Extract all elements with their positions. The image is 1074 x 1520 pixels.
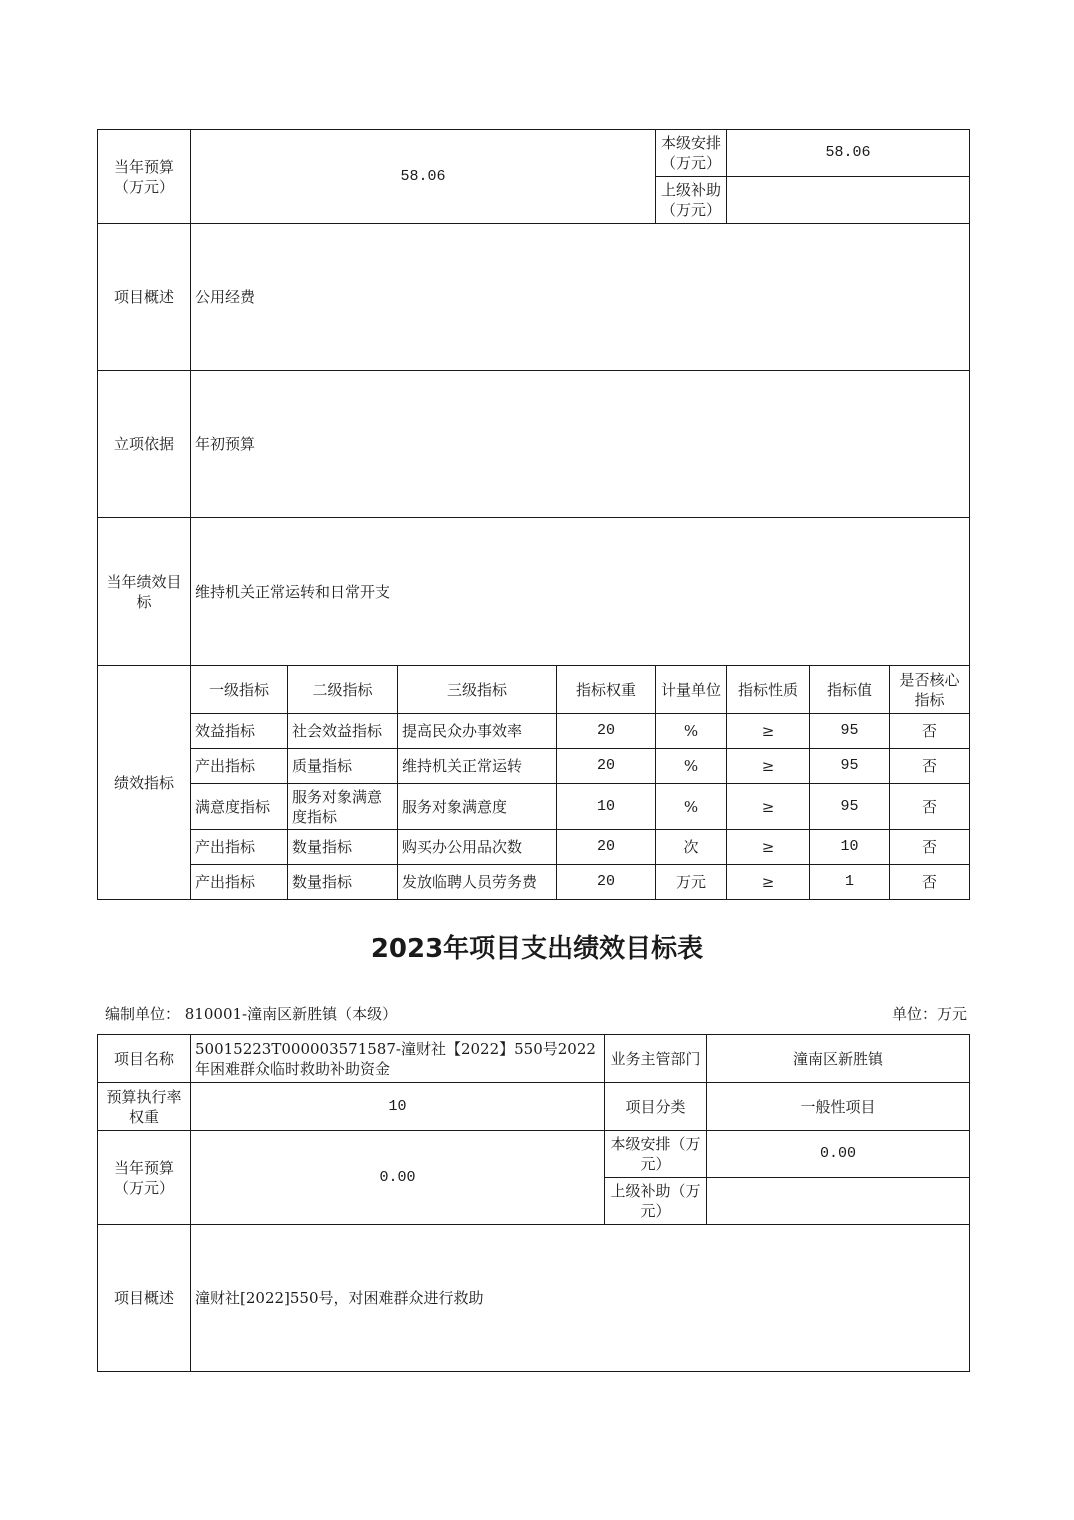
indicator-row [98, 830, 970, 865]
cell: 10 [557, 784, 656, 830]
cell: ≥ [727, 830, 810, 865]
cell: 万元 [656, 865, 727, 900]
goal-label: 当年绩效目标 [98, 518, 191, 666]
indicator-header-row [98, 666, 970, 714]
cell: 20 [557, 830, 656, 865]
execution-rate-value: 10 [191, 1083, 605, 1131]
indicator-row [98, 865, 970, 900]
cell: 否 [890, 714, 970, 749]
project-table-2 [97, 1034, 970, 1372]
execution-rate-label: 预算执行率权重 [98, 1083, 191, 1131]
upper-subsidy-value [727, 177, 970, 224]
cell: 购买办公用品次数 [398, 830, 557, 865]
upper-subsidy-label: 上级补助（万元） [656, 177, 727, 224]
cell: 次 [656, 830, 727, 865]
cell: 质量指标 [288, 749, 398, 784]
overview-label: 项目概述 [98, 1225, 191, 1372]
cell: 效益指标 [191, 714, 288, 749]
indicator-row [98, 714, 970, 749]
cell: % [656, 784, 727, 830]
goal-value: 维持机关正常运转和日常开支 [191, 518, 970, 666]
cell: 95 [810, 714, 890, 749]
cell: 95 [810, 784, 890, 830]
basis-label: 立项依据 [98, 371, 191, 518]
cell: 否 [890, 865, 970, 900]
header-weight: 指标权重 [557, 666, 656, 714]
cell: 产出指标 [191, 830, 288, 865]
local-arrangement-label: 本级安排（万元） [656, 130, 727, 177]
cell: 发放临聘人员劳务费 [398, 865, 557, 900]
project-name-label: 项目名称 [98, 1035, 191, 1083]
category-value: 一般性项目 [707, 1083, 970, 1131]
currency-unit: 单位：万元 [891, 1005, 967, 1023]
cell: 否 [890, 784, 970, 830]
budget-label: 当年预算（万元） [98, 130, 191, 224]
cell: 否 [890, 830, 970, 865]
local-arrangement-value: 58.06 [727, 130, 970, 177]
cell: ≥ [727, 749, 810, 784]
indicators-label: 绩效指标 [98, 666, 191, 900]
local-arrangement-label: 本级安排（万元） [605, 1131, 707, 1178]
cell: 社会效益指标 [288, 714, 398, 749]
cell: 20 [557, 865, 656, 900]
cell: 产出指标 [191, 865, 288, 900]
local-arrangement-value: 0.00 [707, 1131, 970, 1178]
indicator-row [98, 749, 970, 784]
cell: 服务对象满意度指标 [288, 784, 398, 830]
compiling-unit: 编制单位： 810001-潼南区新胜镇（本级） [105, 1005, 398, 1023]
indicator-row [98, 784, 970, 830]
budget-label: 当年预算（万元） [98, 1131, 191, 1225]
header-nature: 指标性质 [727, 666, 810, 714]
cell: % [656, 749, 727, 784]
cell: 95 [810, 749, 890, 784]
cell: 20 [557, 714, 656, 749]
dept-label: 业务主管部门 [605, 1035, 707, 1083]
upper-subsidy-label: 上级补助（万元） [605, 1178, 707, 1225]
header-level2: 二级指标 [288, 666, 398, 714]
header-level3: 三级指标 [398, 666, 557, 714]
upper-subsidy-value [707, 1178, 970, 1225]
dept-value: 潼南区新胜镇 [707, 1035, 970, 1083]
cell: 满意度指标 [191, 784, 288, 830]
cell: 提高民众办事效率 [398, 714, 557, 749]
cell: 数量指标 [288, 865, 398, 900]
cell: 产出指标 [191, 749, 288, 784]
cell: 否 [890, 749, 970, 784]
cell: 10 [810, 830, 890, 865]
overview-value: 公用经费 [191, 224, 970, 371]
header-level1: 一级指标 [191, 666, 288, 714]
cell: 数量指标 [288, 830, 398, 865]
cell: 维持机关正常运转 [398, 749, 557, 784]
cell: 1 [810, 865, 890, 900]
cell: ≥ [727, 784, 810, 830]
cell: % [656, 714, 727, 749]
project-table-1 [97, 129, 970, 900]
budget-value: 0.00 [191, 1131, 605, 1225]
overview-value: 潼财社[2022]550号，对困难群众进行救助 [191, 1225, 970, 1372]
project-name-value: 50015223T000003571587-潼财社【2022】550号2022年困难群众临时救助补助资金 [191, 1035, 605, 1083]
page-title: 2023年项目支出绩效目标表 [370, 934, 704, 964]
header-unit: 计量单位 [656, 666, 727, 714]
basis-value: 年初预算 [191, 371, 970, 518]
cell: 20 [557, 749, 656, 784]
cell: ≥ [727, 865, 810, 900]
budget-value: 58.06 [191, 130, 656, 224]
cell: 服务对象满意度 [398, 784, 557, 830]
header-core: 是否核心指标 [890, 666, 970, 714]
cell: ≥ [727, 714, 810, 749]
overview-label: 项目概述 [98, 224, 191, 371]
header-value: 指标值 [810, 666, 890, 714]
category-label: 项目分类 [605, 1083, 707, 1131]
